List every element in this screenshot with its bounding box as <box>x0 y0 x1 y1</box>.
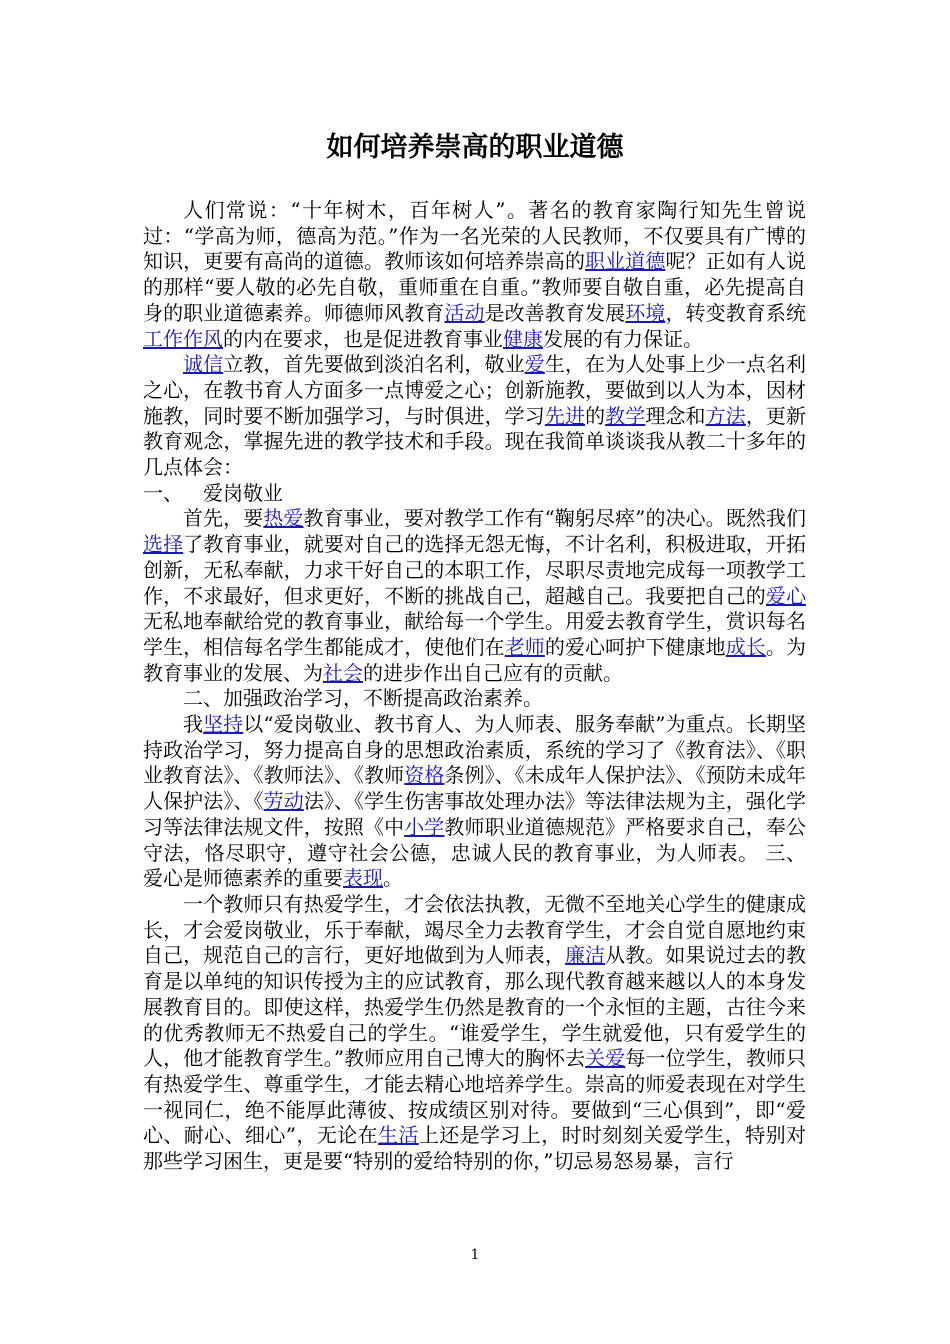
keyword-link-biaoxian[interactable]: 表现 <box>343 866 383 891</box>
page-number: 1 <box>470 1247 480 1263</box>
text-run: ，更新教育观念，掌握先进的教学技术和手段。现在我简单谈谈我从教二十多年的几点体会： <box>143 403 806 480</box>
keyword-link-jianchi[interactable]: 坚持 <box>203 712 244 737</box>
text-run: 的进步作出自己应有的贡献。 <box>363 660 623 685</box>
keyword-link-shehui[interactable]: 社会 <box>323 660 363 685</box>
text-run: 了教育事业，就要对自己的选择无怨无悔，不计名利，积极进取，开拓创新，无私奉献，力求干好自己的本职工作，尽职尽责地完成每一项教学工作，不求最好，但求更好，不断的挑战自己，超越自己。我要把自己的 <box>143 532 806 608</box>
text-run: 条例》、《未成年人保护法》、《预防未成年人保护法》、《 <box>143 763 807 814</box>
keyword-link-laodong[interactable]: 劳动 <box>263 789 304 814</box>
text-run: 生，在为人处事上少一点名利之心，在教书育人方面多一点博爱之心；创新施教，要做到以人为本，因材施教，同时要不断加强学习，与时俱进，学习 <box>143 352 807 428</box>
text-run: 首先，要 <box>183 506 264 531</box>
keyword-link-gongzuo-zuofeng[interactable]: 工作作风 <box>143 326 223 351</box>
keyword-link-xianjin[interactable]: 先进 <box>544 403 586 428</box>
keyword-link-lianjie[interactable]: 廉洁 <box>564 943 606 968</box>
text-run: 以“爱岗敬业、教书育人、为人师表、服务奉献”为重点。长期坚持政治学习，努力提高自身的思想政治素质，系统的学习了《教育法》、《职业教育法》、《教师法》、《教师 <box>143 712 807 788</box>
text-run: 无私地奉献给党的教育事业，献给每一个学生。用爱去教育学生，赏识每名学生，相信每名学生都能成才，使他们在 <box>143 609 806 659</box>
paragraph-chengxin <box>143 352 806 481</box>
text-run: 是改善教育发展 <box>484 300 626 325</box>
section-heading-text: 爱岗敬业 <box>203 480 283 505</box>
keyword-link-chengzhang[interactable]: 成长 <box>725 634 766 659</box>
text-run: 的内在要求，也是促进教育事业 <box>223 326 503 351</box>
text-run: 法》、《学生伤害事故处理办法》等法律法规为主，强化学习等法律法规文件，按照《中 <box>143 789 807 839</box>
keyword-link-chengxin[interactable]: 诚信 <box>183 352 224 377</box>
text-run: 人们常说：“十年树木，百年树人”。著名的教育家陶行知先生曾说过：“学高为师，德高为范。”作为一名光荣的人民教师，不仅要具有广博的知识，更要有高尚的道德。教师该如何培养崇高的 <box>143 198 806 274</box>
keyword-link-zige[interactable]: 资格 <box>404 763 445 788</box>
keyword-link-jiankang[interactable]: 健康 <box>503 326 543 351</box>
keyword-link-xiaoxue[interactable]: 小学 <box>404 814 445 839</box>
keyword-link-aixin[interactable]: 爱心 <box>765 583 806 608</box>
text-run: 理念和 <box>645 403 706 428</box>
section-heading-1 <box>143 481 806 507</box>
keyword-link-zhiye-daode[interactable]: 职业道德 <box>585 249 666 274</box>
text-run: 上还是学习上，时时刻刻关爱学生，特别对那些学习困生，更是要“特别的爱给特别的你，”切忌易怒易暴，言行 <box>143 1123 807 1174</box>
paragraph-intro <box>143 198 806 352</box>
keyword-link-xuanze[interactable]: 选择 <box>143 532 184 557</box>
keyword-link-ai[interactable]: 爱 <box>524 352 545 377</box>
text-run: 立教，首先要做到淡泊名利，敬业 <box>223 352 525 377</box>
text-run: 。 <box>383 866 403 891</box>
text-run: 的爱心呵护下健康地 <box>544 634 726 659</box>
paragraph-zhengzhi <box>143 712 806 892</box>
keyword-link-jiaoxue[interactable]: 教学 <box>605 403 646 428</box>
keyword-link-fangfa[interactable]: 方法 <box>705 403 746 428</box>
section-number: 一、 <box>143 480 183 505</box>
keyword-link-huanjing[interactable]: 环境 <box>625 300 666 325</box>
text-run: 一个教师只有热爱学生，才会依法执教，无微不至地关心学生的健康成长，才会爱岗敬业，乐于奉献，竭尽全力去教育学生，才会自觉自愿地约束自己，规范自己的言行，更好地做到为人师表， <box>143 891 806 968</box>
document-body <box>143 198 806 1175</box>
keyword-link-shenghuo[interactable]: 生活 <box>378 1123 419 1148</box>
text-run: 教育事业，要对教学工作有“鞠躬尽瘁”的决心。既然我们 <box>303 506 807 531</box>
text-run: 的 <box>585 403 606 428</box>
keyword-link-guanai[interactable]: 关爱 <box>585 1046 626 1071</box>
text-run: 教师职业道德规范》严格要求自己，奉公守法，恪尽职守，遵守社会公德，忠诚人民的教育事业，为人师表。 三、爱心是师德素养的重要 <box>143 814 806 891</box>
text-run: 每一位学生，教师只有热爱学生、尊重学生，才能去精心地培养学生。崇高的师爱表现在对学生一视同仁，绝不能厚此薄彼、按成绩区别对待。要做到“三心俱到”，即“爱心、耐心、细心”，无论在 <box>143 1046 806 1148</box>
paragraph-reai <box>143 506 806 686</box>
keyword-link-laoshi[interactable]: 老师 <box>504 634 545 659</box>
text-run: 我 <box>183 712 204 737</box>
document-title: 如何培养崇高的职业道德 <box>326 132 624 163</box>
text-run: 从教。如果说过去的教育是以单纯的知识传授为主的应试教育，那么现代教育越来越以人的本身发展教育目的。即使这样，热爱学生仍然是教育的一个永恒的主题，古往今来的优秀教师无不热爱自己的学生。“谁爱学生，学生就爱他，只有爱学生的人，他才能教育学生。”教师应用自己博大的胸怀去 <box>143 943 806 1071</box>
keyword-link-huodong[interactable]: 活动 <box>444 300 485 325</box>
text-run: ，转变教育系统 <box>665 300 806 325</box>
text-run: 呢？正如有人说的那样“要人敬的必先自敬，重师重在自重。”教师要自敬自重，必先提高自身的职业道德素养。师德师风教育 <box>143 249 806 325</box>
keyword-link-reai[interactable]: 热爱 <box>263 506 304 531</box>
paragraph-aixin <box>143 892 806 1175</box>
text-run: 发展的有力保证。 <box>543 326 703 351</box>
section-heading-2: 二、加强政治学习，不断提高政治素养。 <box>183 686 543 711</box>
text-run: 。为教育事业的发展、为 <box>143 634 806 685</box>
